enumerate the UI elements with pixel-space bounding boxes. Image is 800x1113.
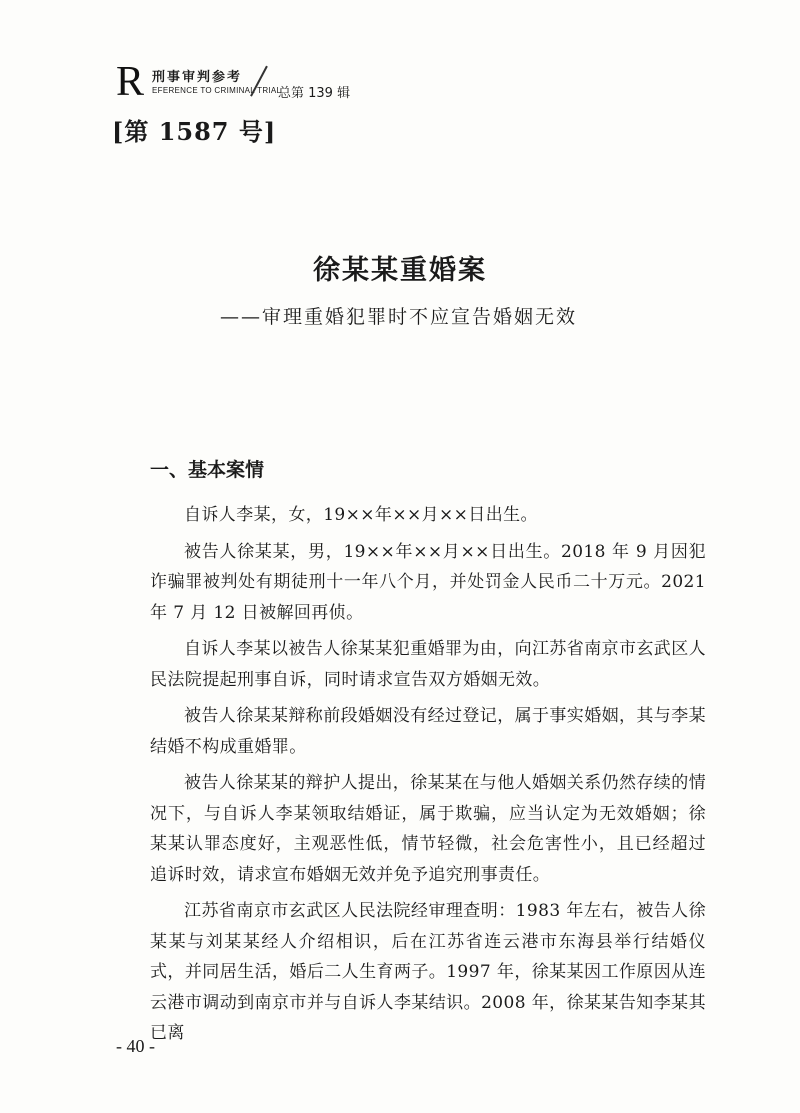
case-title: 徐某某重婚案 [313,255,487,286]
paragraph: 江苏省南京市玄武区人民法院经审理查明：1983 年左右，被告人徐某某与刘某某经人介绍相识，后在江苏省连云港市东海县举行结婚仪式，并同居生活，婚后二人生育两子。1997 年，徐某某因工作原因从连云港市调动到南京市并与自诉人李某结识。2008 年，徐某某告知李某其已离 [150,901,706,1043]
section-heading: 一、基本案情 [150,459,265,481]
journal-name: 刑事审判参考 [152,70,243,85]
page-number: - 40 - [116,1036,155,1056]
journal-name-english: EFERENCE TO CRIMINAL TRIAL [152,86,282,95]
issue-number: 总第 139 辑 [278,86,351,101]
journal-header [116,59,516,105]
case-number: [第 1587 号] [112,117,277,146]
body-text [150,500,706,1055]
paragraph: 自诉人李某以被告人徐某某犯重婚罪为由，向江苏省南京市玄武区人民法院提起刑事自诉，同时请求宣告双方婚姻无效。 [150,639,706,690]
journal-logo-letter: R [116,59,145,105]
paragraph: 被告人徐某某的辩护人提出，徐某某在与他人婚姻关系仍然存续的情况下，与自诉人李某领取结婚证，属于欺骗，应当认定为无效婚姻；徐某某认罪态度好，主观恶性低，情节轻微，社会危害性小，且已经超过追诉时效，请求宣布婚姻无效并免予追究刑事责任。 [150,773,706,885]
paragraph: 被告人徐某某，男，19××年××月××日出生。2018 年 9 月因犯诈骗罪被判处有期徒刑十一年八个月，并处罚金人民币二十万元。2021 年 7 月 12 日被解回再侦。 [150,541,706,623]
paragraph: 自诉人李某，女，19××年××月××日出生。 [184,505,538,525]
paragraph: 被告人徐某某辩称前段婚姻没有经过登记，属于事实婚姻，其与李某结婚不构成重婚罪。 [150,706,706,757]
case-subtitle: ——审理重婚犯罪时不应宣告婚姻无效 [220,306,578,328]
